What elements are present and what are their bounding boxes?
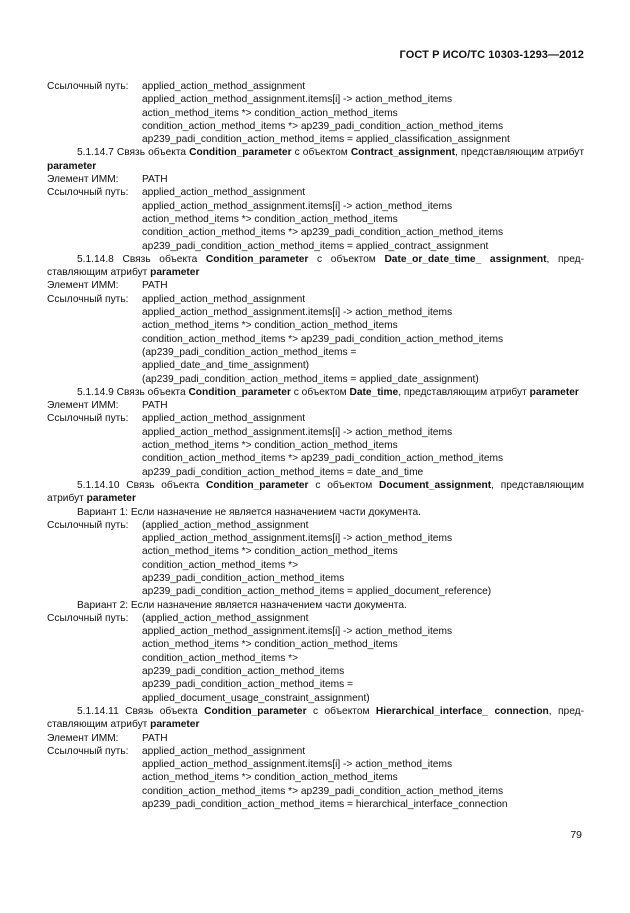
- clause-text: с объектом: [291, 147, 351, 159]
- ref-path-line: applied_action_method_assignment.items[i] -> action_method_items: [142, 200, 453, 212]
- ref-path-line: (applied_action_method_assignment: [142, 612, 309, 624]
- ref-path-line: applied_action_method_assignment: [142, 745, 306, 757]
- ref-path-line: condition_action_method_items *>: [142, 652, 299, 664]
- clause-text: , представляющим атрибут: [47, 479, 584, 505]
- ref-path-line: action_method_items *> condition_action_method_items: [142, 440, 398, 452]
- ref-path-line: action_method_items *> condition_action_method_items: [142, 772, 398, 784]
- ref-path-line: (applied_action_method_assignment: [142, 519, 309, 531]
- ref-path-line: applied_action_method_assignment: [142, 187, 306, 199]
- ref-path-line: ap239_padi_condition_action_method_items = applied_classification_assignment: [142, 134, 510, 146]
- clause-entity: Date_or_date_time_ assignment: [384, 253, 547, 265]
- ref-path-line: applied_action_method_assignment.items[i] -> action_method_items: [142, 533, 453, 545]
- ref-path-label: Ссылочный путь:: [47, 81, 129, 92]
- variant-2-note: Вариант 2: Если назначение является назначением части документа.: [77, 599, 407, 611]
- clause-attribute: parameter: [150, 267, 200, 279]
- ref-path-line: action_method_items *> condition_action_method_items: [142, 320, 398, 332]
- ref-path-line: action_method_items *> condition_action_method_items: [142, 107, 398, 119]
- ref-path-label: Ссылочный путь:: [47, 612, 129, 624]
- clause-entity: Condition_parameter: [204, 705, 307, 717]
- clause-text: 5.1.14.11 Связь объекта: [77, 705, 205, 717]
- ref-path-row: [47, 519, 584, 532]
- imm-element-label: Элемент ИММ:: [47, 280, 119, 292]
- ref-path-line: condition_action_method_items *> ap239_padi_condition_action_method_items: [142, 227, 504, 239]
- page-number: 79: [570, 829, 582, 841]
- clause-5-1-14-11: [47, 705, 584, 732]
- ref-path-line: ap239_padi_condition_action_method_items: [142, 572, 345, 584]
- clause-entity: Condition_parameter: [205, 253, 309, 265]
- imm-element-label: Элемент ИММ:: [47, 732, 119, 744]
- ref-path-line: applied_action_method_assignment: [142, 293, 306, 305]
- ref-path-line: condition_action_method_items *> ap239_padi_condition_action_method_items: [142, 785, 504, 797]
- imm-element-row: [47, 279, 584, 292]
- ref-path-row: [47, 293, 584, 306]
- ref-path-label: Ссылочный путь:: [47, 413, 129, 425]
- clause-text: , представляющим атрибут: [455, 147, 585, 159]
- ref-path-line: applied_action_method_assignment: [142, 413, 306, 425]
- ref-path-label: Ссылочный путь:: [47, 745, 129, 757]
- clause-text: 5.1.14.8 Связь объекта: [77, 253, 206, 265]
- ref-path-line: applied_action_method_assignment.items[i] -> action_method_items: [142, 626, 453, 638]
- imm-element-value: PATH: [142, 400, 168, 412]
- ref-path-line: applied_action_method_assignment.items[i] -> action_method_items: [142, 426, 453, 438]
- imm-element-row: [47, 173, 584, 186]
- page-content: [47, 80, 584, 811]
- imm-element-value: PATH: [142, 280, 168, 292]
- imm-element-label: Элемент ИММ:: [47, 174, 119, 186]
- imm-element-label: Элемент ИММ:: [47, 400, 119, 412]
- imm-element-value: PATH: [142, 174, 168, 186]
- clause-5-1-14-10: [47, 479, 584, 506]
- clause-entity: Hierarchical_interface_ connection: [375, 705, 549, 717]
- imm-element-row: [47, 399, 584, 412]
- clause-text: с объектом: [290, 386, 350, 398]
- ref-path-line: ap239_padi_condition_action_method_items = date_and_time: [142, 466, 424, 478]
- ref-path-line: applied_action_method_assignment.items[i] -> action_method_items: [142, 307, 453, 319]
- clause-attribute: parameter: [86, 493, 136, 505]
- imm-element-row: [47, 732, 584, 745]
- clause-text: с объектом: [306, 705, 376, 717]
- variant-1-note: Вариант 1: Если назначение не является назначением части документа.: [77, 506, 421, 518]
- ref-path-label: Ссылочный путь:: [47, 293, 129, 305]
- ref-path-line: ap239_padi_condition_action_method_items = hierarchical_interface_connection: [142, 799, 508, 811]
- clause-5-1-14-8: [47, 253, 584, 280]
- ref-path-line: ap239_padi_condition_action_method_items = applied_document_reference): [142, 586, 492, 598]
- ref-path-label: Ссылочный путь:: [47, 187, 129, 199]
- ref-path-line: applied_action_method_assignment.items[i] -> action_method_items: [142, 94, 453, 106]
- clause-entity: Condition_parameter: [206, 479, 309, 491]
- clause-attribute: parameter: [150, 719, 200, 731]
- clause-attribute: parameter: [47, 160, 97, 172]
- ref-path-line: action_method_items *> condition_action_method_items: [142, 213, 398, 225]
- ref-path-label: Ссылочный путь:: [47, 519, 129, 531]
- ref-path-line: condition_action_method_items *> ap239_padi_condition_action_method_items: [142, 453, 504, 465]
- ref-path-line: condition_action_method_items *> ap239_padi_condition_action_method_items: [142, 333, 504, 345]
- ref-path-row: [47, 186, 584, 199]
- standard-header: ГОСТ Р ИСО/ТС 10303-1293—2012: [399, 49, 584, 61]
- ref-path-row: [47, 745, 584, 758]
- clause-text: , представляющим атрибут: [47, 253, 584, 279]
- ref-path-line: applied_date_and_time_assignment): [142, 360, 310, 372]
- ref-path-line: action_method_items *> condition_action_method_items: [142, 639, 398, 651]
- clause-text: 5.1.14.7 Связь объекта: [77, 147, 190, 159]
- ref-path-line: applied_action_method_assignment.items[i] -> action_method_items: [142, 759, 453, 771]
- clause-entity: Condition_parameter: [188, 386, 291, 398]
- clause-text: , представляющим атрибут: [47, 705, 584, 731]
- clause-text: 5.1.14.10 Связь объекта: [77, 479, 207, 491]
- clause-entity: Document_assignment: [379, 479, 492, 491]
- ref-path-row: [47, 612, 584, 625]
- ref-path-line: condition_action_method_items *>: [142, 559, 299, 571]
- ref-path-line: ap239_padi_condition_action_method_items =: [142, 679, 353, 691]
- clause-text: 5.1.14.9 Связь объекта: [77, 386, 189, 398]
- clause-entity: Contract_assignment: [350, 147, 455, 159]
- clause-entity: Date_time: [349, 386, 399, 398]
- ref-path-line: applied_action_method_assignment: [142, 81, 306, 92]
- clause-5-1-14-9: [47, 386, 584, 399]
- ref-path-line: ap239_padi_condition_action_method_items: [142, 666, 345, 678]
- clause-attribute: parameter: [529, 386, 579, 398]
- ref-path-line: ap239_padi_condition_action_method_items = applied_contract_assignment: [142, 240, 489, 252]
- clause-entity: Condition_parameter: [189, 147, 292, 159]
- ref-path-line: action_method_items *> condition_action_method_items: [142, 546, 398, 558]
- ref-path-row: [47, 80, 584, 93]
- clause-text: с объектом: [308, 479, 380, 491]
- ref-path-row: [47, 412, 584, 425]
- clause-text: с объектом: [308, 253, 385, 265]
- ref-path-line: (ap239_padi_condition_action_method_items = applied_date_assignment): [142, 373, 479, 385]
- ref-path-line: condition_action_method_items *> ap239_padi_condition_action_method_items: [142, 120, 504, 132]
- clause-text: , представляющим атрибут: [398, 386, 530, 398]
- imm-element-value: PATH: [142, 732, 168, 744]
- ref-path-line: applied_document_usage_constraint_assignment): [142, 692, 370, 704]
- clause-5-1-14-7: [47, 146, 584, 173]
- ref-path-line: (ap239_padi_condition_action_method_items =: [142, 346, 357, 358]
